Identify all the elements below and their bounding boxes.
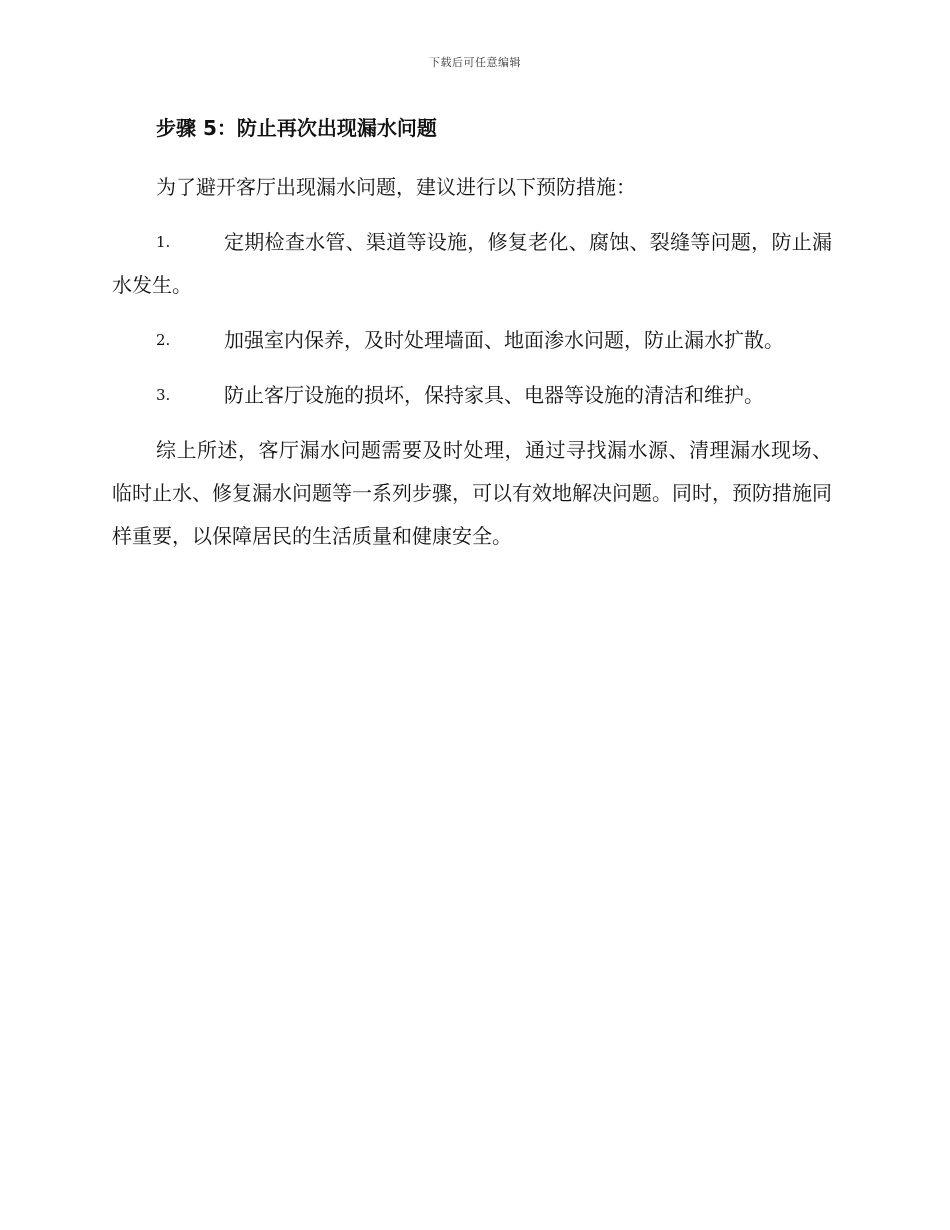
list-item xyxy=(112,319,832,362)
list-item-text: 加强室内保养，及时处理墙面、地面渗水问题，防止漏水扩散。 xyxy=(224,328,784,352)
list-item-text: 防止客厅设施的损坏，保持家具、电器等设施的清洁和维护。 xyxy=(224,383,764,407)
list-item-text: 定期检查水管、渠道等设施，修复老化、腐蚀、裂缝等问题，防止漏水发生。 xyxy=(112,230,832,297)
document-body xyxy=(112,112,832,558)
summary-paragraph: 综上所述，客厅漏水问题需要及时处理，通过寻找漏水源、清理漏水现场、临时止水、修复漏水问题等一系列步骤，可以有效地解决问题。同时，预防措施同样重要，以保障居民的生活质量和健康安全。 xyxy=(112,438,832,548)
list-item-number: 3. xyxy=(156,386,171,404)
section-heading: 步骤 5：防止再次出现漏水问题 xyxy=(156,116,437,140)
list-item-number: 2. xyxy=(156,331,171,349)
list-item xyxy=(112,374,832,417)
page-header-note: 下载后可任意编辑 xyxy=(429,56,521,69)
intro-paragraph: 为了避开客厅出现漏水问题，建议进行以下预防措施： xyxy=(156,175,636,199)
list-item-number: 1. xyxy=(156,233,171,251)
list-item xyxy=(112,221,832,307)
